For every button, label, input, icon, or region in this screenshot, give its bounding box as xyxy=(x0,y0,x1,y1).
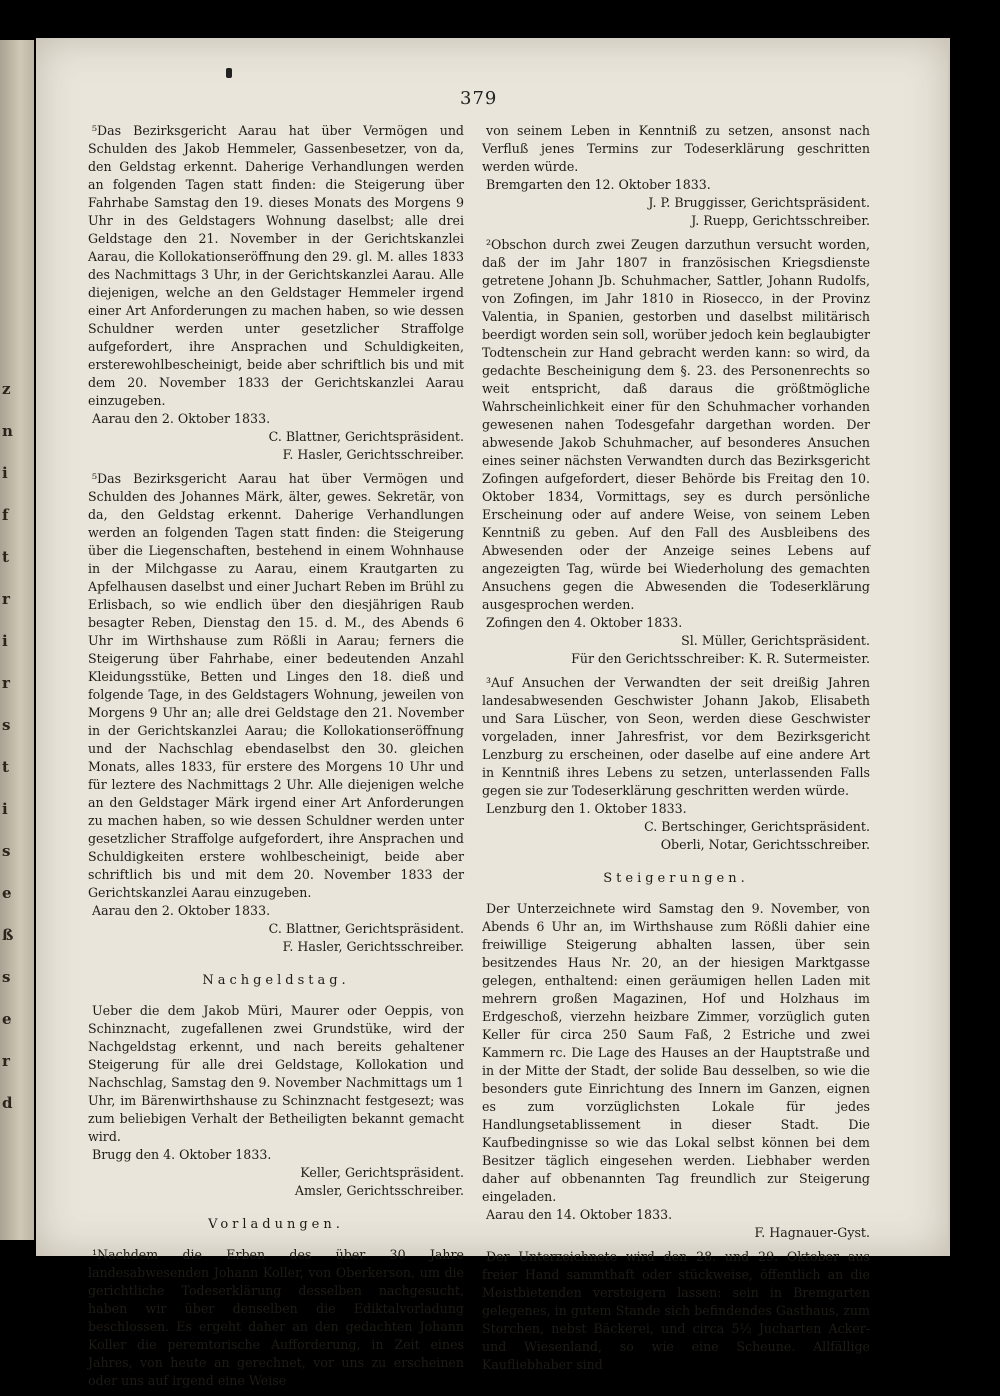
margin-fragment: ß xyxy=(2,926,14,944)
notice-text: Der Unterzeichnete wird den 28. und 29. Oktober aus freier Hand sammthaft oder stückweise, öffentlich an die Meistbietenden versteigern lassen: sein in Bremgarten gelegenes, in gutem Stande sich befindendes Gasthaus, zum Storchen, nebst Bäckerei, und circa 5½ Jucharten Acker- und Wiesenland, so wie eine Scheune. Allfällige Kaufliebhaber sind xyxy=(482,1249,870,1372)
notice-place-date: Bremgarten den 12. Oktober 1833. xyxy=(486,177,711,192)
notice-signature: Sl. Müller, Gerichtspräsident. xyxy=(681,633,870,648)
margin-fragment: i xyxy=(2,800,8,818)
notice-text: von seinem Leben in Kenntniß zu setzen, ansonst nach Verfluß jenes Termins zur Todeserklärung geschritten werden würde. xyxy=(482,123,870,174)
notice-place-date: Brugg den 4. Oktober 1833. xyxy=(92,1147,272,1162)
notice-place-date: Lenzburg den 1. Oktober 1833. xyxy=(486,801,687,816)
left-column xyxy=(88,122,464,1396)
notice-text: Der Unterzeichnete wird Samstag den 9. November, von Abends 6 Uhr an, im Wirthshause zum Rößli dahier eine freiwillige Steigerung abhalten lassen, über sein besitzendes Haus Nr. 20, an der hiesigen Marktgasse gelegen, enthaltend: einen geräumigen hellen Laden mit mehrern großen Magazinen, Hof und Holzhaus im Erdgeschoß, vierzehn heizbare Zimmer, vorzüglich guten Keller für circa 250 Saum Faß, 2 Estriche und zwei Kammern rc. Die Lage des Hauses an der Hauptstraße und in der Mitte der Stadt, der solide Bau desselben, so wie die besonders gute Einrichtung des Innern im Ganzen, eignen es zum vorzüglichsten Lokale für jedes Handlungsetablissement in dieser Stadt. Die Kaufbedingnisse so wie das Lokal selbst können bei dem Besitzer täglich eingesehen werden. Liebhaber werden daher auf obbenannten Tag freundlich zur Steigerung eingeladen. xyxy=(482,901,870,1204)
notice-text: ⁵Das Bezirksgericht Aarau hat über Vermögen und Schulden des Johannes Märk, älter, gewes. Sekretär, von da, den Geldstag erkennt. Daherige Verhandlungen werden an folgenden Tagen statt finden: die Steigerung über die Liegenschaften, bestehend in einem Wohnhause in der Milchgasse zu Aarau, einem Krautgarten zu Apfelhausen daselbst und einer Juchart Reben im Brühl zu Erlisbach, so wie endlich über den diesjährigen Raub besagter Reben, Dienstag den 15. d. M., des Abends 6 Uhr im Wirthshause zum Rößli in Aarau; ferners die Steigerung über Fahrhabe, einer bedeutenden Anzahl Kleidungsstüke, Betten und Linges den 18. dieß und folgende Tage, in des Geldstagers Wohnung, jeweilen von Morgens 9 Uhr an; alle drei Geldstage den 21. November in der Gerichtskanzlei Aarau; die Kollokationseröffnung und der Nachschlag ebendaselbst den 30. gleichen Monats, alles 1833, für erstere des Morgens 10 Uhr und für leztere des Nachmittags 2 Uhr. Alle diejenigen welche an den Geldstager Märk irgend einer Art Anforderungen zu machen haben, so wie dessen Schuldner werden unter gesetzlicher Straffolge aufgefordert, ihre Ansprachen und Schuldigkeiten erstere wohlbescheinigt, beide aber schriftlich bis und mit dem 20. November 1833 der Gerichtskanzlei Aarau einzugeben. xyxy=(88,471,464,900)
margin-fragment: t xyxy=(2,548,9,566)
adjacent-page-edge xyxy=(0,40,34,1240)
notice-place-date: Zofingen den 4. Oktober 1833. xyxy=(486,615,683,630)
notice-signature: Für den Gerichtsschreiber: K. R. Sutermeister. xyxy=(571,651,870,666)
margin-fragment: t xyxy=(2,758,9,776)
section-heading: Steigerungen. xyxy=(603,871,749,886)
notice-place-date: Aarau den 2. Oktober 1833. xyxy=(92,903,271,918)
notice-entry xyxy=(482,122,870,230)
margin-fragment: r xyxy=(2,674,10,692)
page-number: 379 xyxy=(460,88,498,109)
notice-signature: Keller, Gerichtspräsident. xyxy=(300,1165,464,1180)
notice-signature: F. Hasler, Gerichtsschreiber. xyxy=(282,939,464,954)
right-column xyxy=(482,122,870,1380)
notice-entry xyxy=(88,470,464,956)
section-heading: Nachgeldstag. xyxy=(202,973,350,988)
margin-fragment: s xyxy=(2,716,11,734)
margin-fragment: s xyxy=(2,842,11,860)
notice-signature: Oberli, Notar, Gerichtsschreiber. xyxy=(660,837,870,852)
margin-fragment: f xyxy=(2,506,9,524)
notice-place-date: Aarau den 14. Oktober 1833. xyxy=(486,1207,673,1222)
margin-fragment: r xyxy=(2,1052,10,1070)
margin-fragment: e xyxy=(2,884,12,902)
margin-fragment: e xyxy=(2,1010,12,1028)
notice-text: ³Auf Ansuchen der Verwandten der seit dreißig Jahren landesabwesenden Geschwister Johann Jakob, Elisabeth und Sara Lüscher, von Seon, werden diese Geschwister vorgeladen, inner Jahresfrist, vor dem Bezirksgericht Lenzburg zu erscheinen, oder daselbe auf eine andere Art in Kenntniß ihres Lebens zu setzen, unterlassenden Falls gegen sie zur Todeserklärung geschritten werden würde. xyxy=(482,675,870,798)
notice-signature: C. Bertschinger, Gerichtspräsident. xyxy=(644,819,870,834)
notice-entry xyxy=(88,122,464,464)
section-heading: Vorladungen. xyxy=(208,1217,344,1232)
notice-entry xyxy=(482,236,870,668)
notice-text: ¹Nachdem die Erben des über 30 Jahre landesabwesenden Johann Koller, von Oberkerson, um die gerichtliche Todeserklärung desselben nachgesucht, haben wir über denselben die Ediktalvorladung beschlossen. Es ergeht daher an den gedachten Johann Koller die peremtorische Aufforderung, in Zeit eines Jahres, von heute an gerechnet, vor uns zu erscheinen oder uns auf irgend eine Weise xyxy=(88,1247,464,1388)
notice-entry xyxy=(88,1002,464,1200)
notice-text: Ueber die dem Jakob Müri, Maurer oder Oeppis, von Schinznacht, zugefallenen zwei Grundstüke, wird der Nachgeldstag erkennt, und nach bereits gehaltener Steigerung für alle drei Geldstage, Kollokation und Nachschlag, Samstag den 9. November Nachmittags um 1 Uhr, im Bärenwirthshause zu Schinznacht festgesezt; was zum beliebigen Verhalt der Betheiligten bekannt gemacht wird. xyxy=(88,1003,464,1144)
notice-signature: C. Blattner, Gerichtspräsident. xyxy=(268,429,464,444)
notice-place-date: Aarau den 2. Oktober 1833. xyxy=(92,411,271,426)
margin-fragment: i xyxy=(2,632,8,650)
notice-signature: F. Hagnauer-Gyst. xyxy=(754,1225,870,1240)
notice-signature: Amsler, Gerichtsschreiber. xyxy=(294,1183,464,1198)
notice-text: ⁵Das Bezirksgericht Aarau hat über Vermögen und Schulden des Jakob Hemmeler, Gassenbesetzer, von da, den Geldstag erkennt. Daherige Verhandlungen werden an folgenden Tagen statt finden: die Steigerung über Fahrhabe Samstag den 19. dieses Monats des Morgens 9 Uhr in des Geldstagers Wohnung daselbst; alle drei Geldstage den 21. November in der Gerichtskanzlei Aarau, die Kollokationseröffnung den 29. gl. M. alles 1833 des Nachmittags 3 Uhr, in der Gerichtskanzlei Aarau. Alle diejenigen, welche an den Geldstager Hemmeler irgend einer Art Anforderungen zu machen haben, so wie dessen Schuldner werden unter gesetzlicher Straffolge aufgefordert, ihre Ansprachen und Schuldigkeiten, ersterewohlbescheinigt, beide aber schriftlich bis und mit dem 20. November 1833 der Gerichtskanzlei Aarau einzugeben. xyxy=(88,123,464,408)
notice-entry xyxy=(482,900,870,1242)
margin-fragment: n xyxy=(2,422,13,440)
notice-entry xyxy=(482,674,870,854)
notice-signature: J. Ruepp, Gerichtsschreiber. xyxy=(691,213,870,228)
margin-fragment: d xyxy=(2,1094,13,1112)
notice-signature: C. Blattner, Gerichtspräsident. xyxy=(268,921,464,936)
notice-text: ²Obschon durch zwei Zeugen darzuthun versucht worden, daß der im Jahr 1807 in französischen Kriegsdienste getretene Johann Jb. Schuhmacher, Sattler, Johann Rudolfs, von Zofingen, im Jahr 1810 in Riosecco, in der Provinz Valentia, in Spanien, gestorben und daselbst militärisch beerdigt worden sein soll, worüber jedoch kein beglaubigter Todtenschein zur Hand gebracht werden kann: so wird, da gedachte Bescheinigung dem §. 23. des Personenrechts so weit entspricht, daß daraus die größtmögliche Wahrscheinlichkeit einer für den Schuhmacher vorhanden gewesenen nahen Todesgefahr dargethan worden. Der abwesende Jakob Schuhmacher, auf besonderes Ansuchen eines seiner nächsten Verwandten durch das Bezirksgericht Zofingen aufgefordert, dieser Behörde bis Freitag den 10. Oktober 1834, Vormittags, sey es durch persönliche Erscheinung oder auf andere Weise, von seinem Leben Kenntniß zu geben. Auf den Fall des Ausbleibens des Abwesenden oder der Anzeige seines Lebens auf angezeigten Tag, würde bei Wiederholung des gemachten Ansuchens gegen die Abwesenden die Todeserklärung ausgesprochen werden. xyxy=(482,237,870,612)
ink-mark xyxy=(226,68,232,78)
notice-entry xyxy=(482,1248,870,1374)
margin-fragment: i xyxy=(2,464,8,482)
margin-fragment: z xyxy=(2,380,11,398)
margin-fragment: s xyxy=(2,968,11,986)
notice-signature: J. P. Bruggisser, Gerichtspräsident. xyxy=(648,195,870,210)
notice-signature: F. Hasler, Gerichtsschreiber. xyxy=(282,447,464,462)
margin-fragment: r xyxy=(2,590,10,608)
notice-entry xyxy=(88,1246,464,1390)
